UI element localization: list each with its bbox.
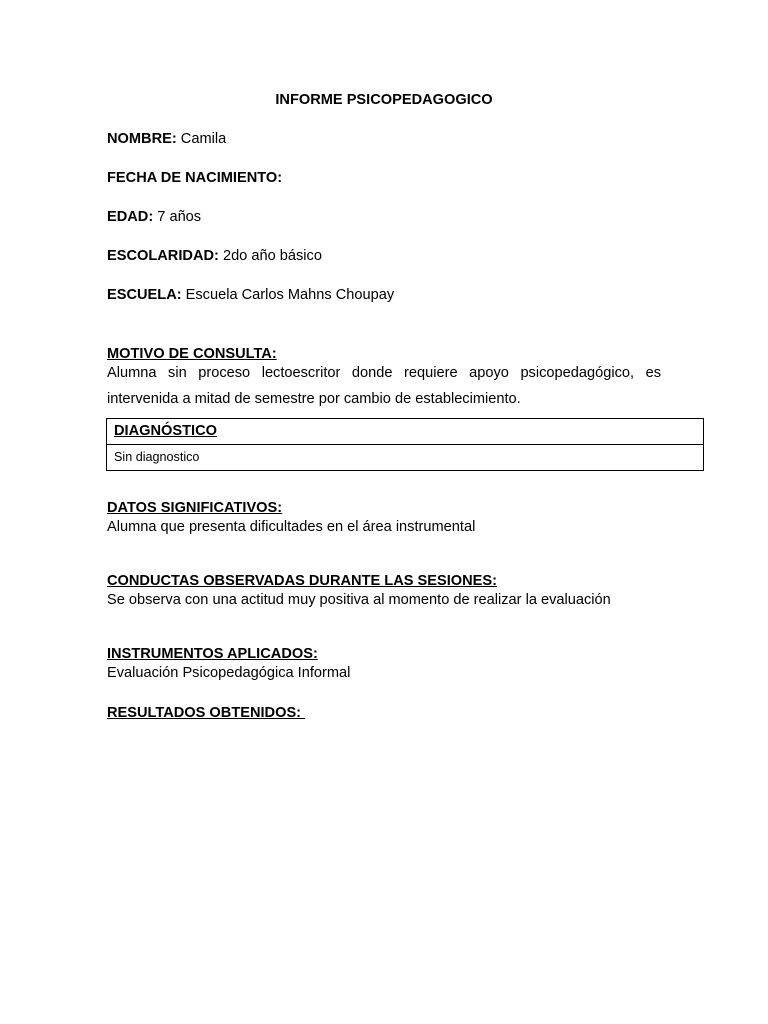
motivo-text: Alumna sin proceso lectoescritor donde requiere apoyo psicopedagógico, es intervenida a mitad de semestre por cambio de establecimiento. xyxy=(107,365,661,407)
field-escolaridad-label: ESCOLARIDAD: xyxy=(107,248,219,264)
conductas-heading: CONDUCTAS OBSERVADAS DURANTE LAS SESIONES: xyxy=(107,573,498,589)
field-nombre-label: NOMBRE: xyxy=(107,131,177,147)
field-escuela-label: ESCUELA: xyxy=(107,287,182,303)
document-title: INFORME PSICOPEDAGOGICO xyxy=(275,92,493,108)
instrumentos-heading: INSTRUMENTOS APLICADOS: xyxy=(107,646,318,662)
field-fecha-nacimiento-label: FECHA DE NACIMIENTO: xyxy=(107,170,283,186)
diagnostico-heading: DIAGNÓSTICO xyxy=(107,419,703,445)
motivo-heading: MOTIVO DE CONSULTA: xyxy=(107,346,277,362)
field-escuela-value: Escuela Carlos Mahns Choupay xyxy=(185,287,395,303)
field-nombre-value: Camila xyxy=(180,131,227,147)
field-escuela xyxy=(107,286,394,304)
datos-text: Alumna que presenta dificultades en el área instrumental xyxy=(107,519,476,535)
field-edad-label: EDAD: xyxy=(107,209,154,225)
datos-heading: DATOS SIGNIFICATIVOS: xyxy=(107,500,283,516)
field-edad-value: 7 años xyxy=(157,209,202,225)
diagnostico-table xyxy=(106,418,704,471)
field-nombre xyxy=(107,130,226,148)
field-edad xyxy=(107,208,201,226)
conductas-text: Se observa con una actitud muy positiva al momento de realizar la evaluación xyxy=(107,592,611,608)
resultados-heading: RESULTADOS OBTENIDOS: xyxy=(107,705,306,721)
field-fecha-nacimiento xyxy=(107,169,282,187)
instrumentos-text: Evaluación Psicopedagógica Informal xyxy=(107,665,351,681)
field-escolaridad xyxy=(107,247,322,265)
diagnostico-value: Sin diagnostico xyxy=(114,450,200,464)
field-escolaridad-value: 2do año básico xyxy=(222,248,322,264)
